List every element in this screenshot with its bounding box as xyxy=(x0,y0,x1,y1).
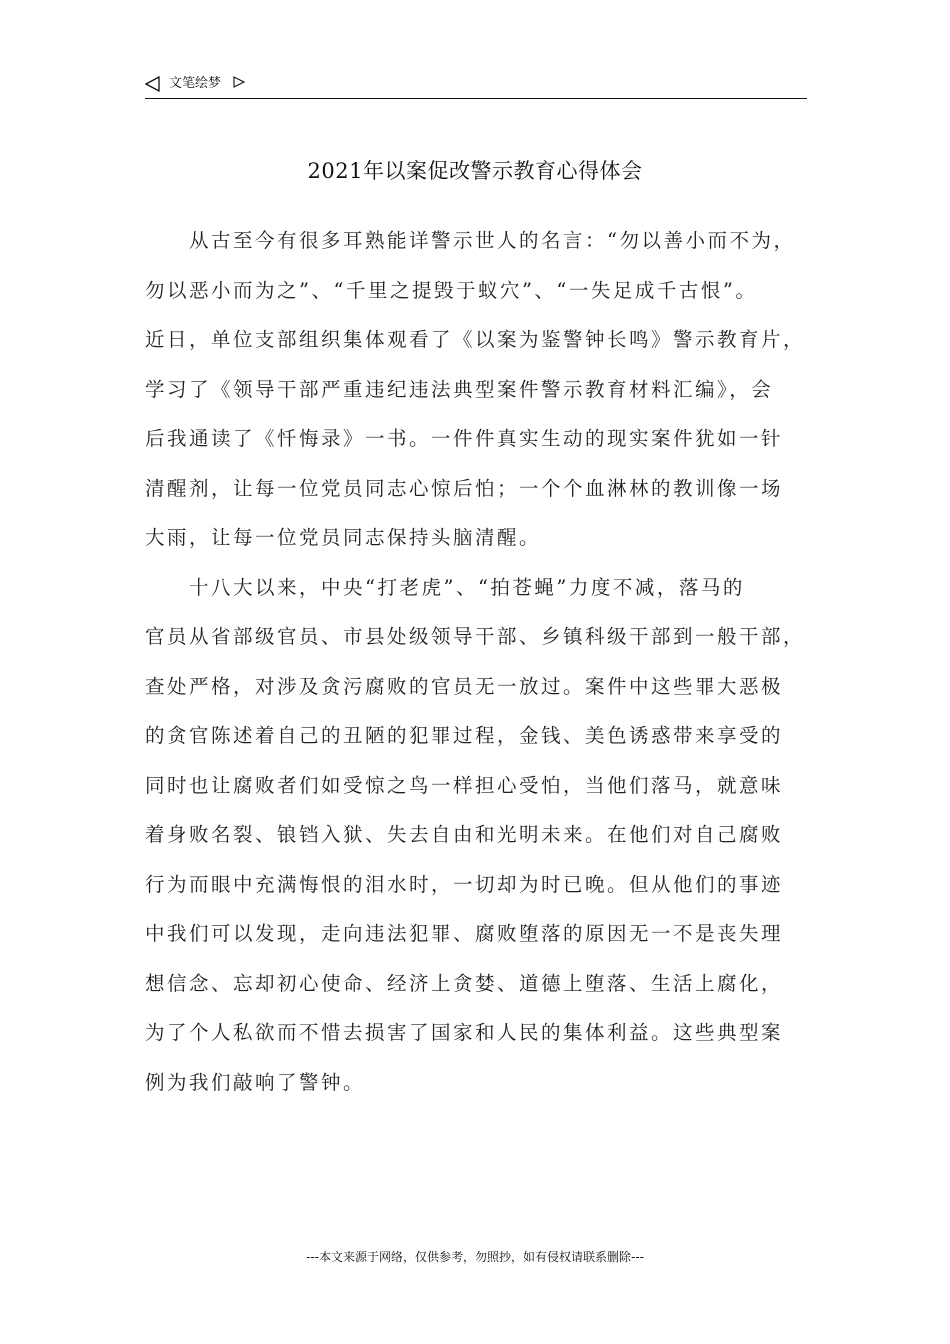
body-line: 着身败名裂、锒铛入狱、失去自由和光明未来。在他们对自己腐败 xyxy=(145,823,784,846)
body-line: 近日，单位支部组织集体观看了《以案为鉴警钟长鸣》警示教育片， xyxy=(145,328,806,351)
body-line: 十八大以来，中央“打老虎”、“拍苍蝇”力度不减，落马的 xyxy=(145,575,745,599)
body-line: 中我们可以发现，走向违法犯罪、腐败堕落的原因无一不是丧失理 xyxy=(145,922,784,945)
document-title: 2021年以案促改警示教育心得体会 xyxy=(307,159,643,183)
body-line: 的贪官陈述着自己的丑陋的犯罪过程，金钱、美色诱惑带来享受的 xyxy=(145,724,784,747)
body-line: 例为我们敲响了警钟。 xyxy=(145,1070,366,1094)
body-line: 想信念、忘却初心使命、经济上贪婪、道德上堕落、生活上腐化， xyxy=(145,971,784,995)
triangle-left-icon xyxy=(145,76,161,92)
brand-name: 文笔绘梦 xyxy=(169,76,222,91)
body-line: 同时也让腐败者们如受惊之鸟一样担心受怕，当他们落马，就意味 xyxy=(145,773,784,797)
body-line: 学习了《领导干部严重违纪违法典型案件警示教育材料汇编》，会 xyxy=(145,377,774,401)
body-line: 从古至今有很多耳熟能详警示世人的名言：“勿以善小而不为， xyxy=(145,229,796,252)
body-line: 勿以恶小而为之”、“千里之提毁于蚁穴”、“一失足成千古恨”。 xyxy=(145,278,758,302)
body-line: 官员从省部级官员、市县处级领导干部、乡镇科级干部到一般干部， xyxy=(145,625,806,648)
document-body xyxy=(145,228,825,1119)
source-disclaimer: ---本文来源于网络，仅供参考，勿照抄，如有侵权请联系删除--- xyxy=(306,1250,644,1264)
body-line: 后我通读了《忏悔录》一书。一件件真实生动的现实案件犹如一针 xyxy=(145,427,784,450)
body-line: 查处严格，对涉及贪污腐败的官员无一放过。案件中这些罪大恶极 xyxy=(145,674,784,698)
triangle-right-icon xyxy=(233,76,245,88)
body-line: 大雨，让每一位党员同志保持头脑清醒。 xyxy=(145,526,542,549)
body-line: 清醒剂，让每一位党员同志心惊后怕；一个个血淋林的教训像一场 xyxy=(145,476,784,500)
body-line: 为了个人私欲而不惜去损害了国家和人民的集体利益。这些典型案 xyxy=(145,1021,784,1044)
body-line: 行为而眼中充满悔恨的泪水时，一切却为时已晚。但从他们的事迹 xyxy=(145,872,784,896)
page-header xyxy=(145,70,807,99)
